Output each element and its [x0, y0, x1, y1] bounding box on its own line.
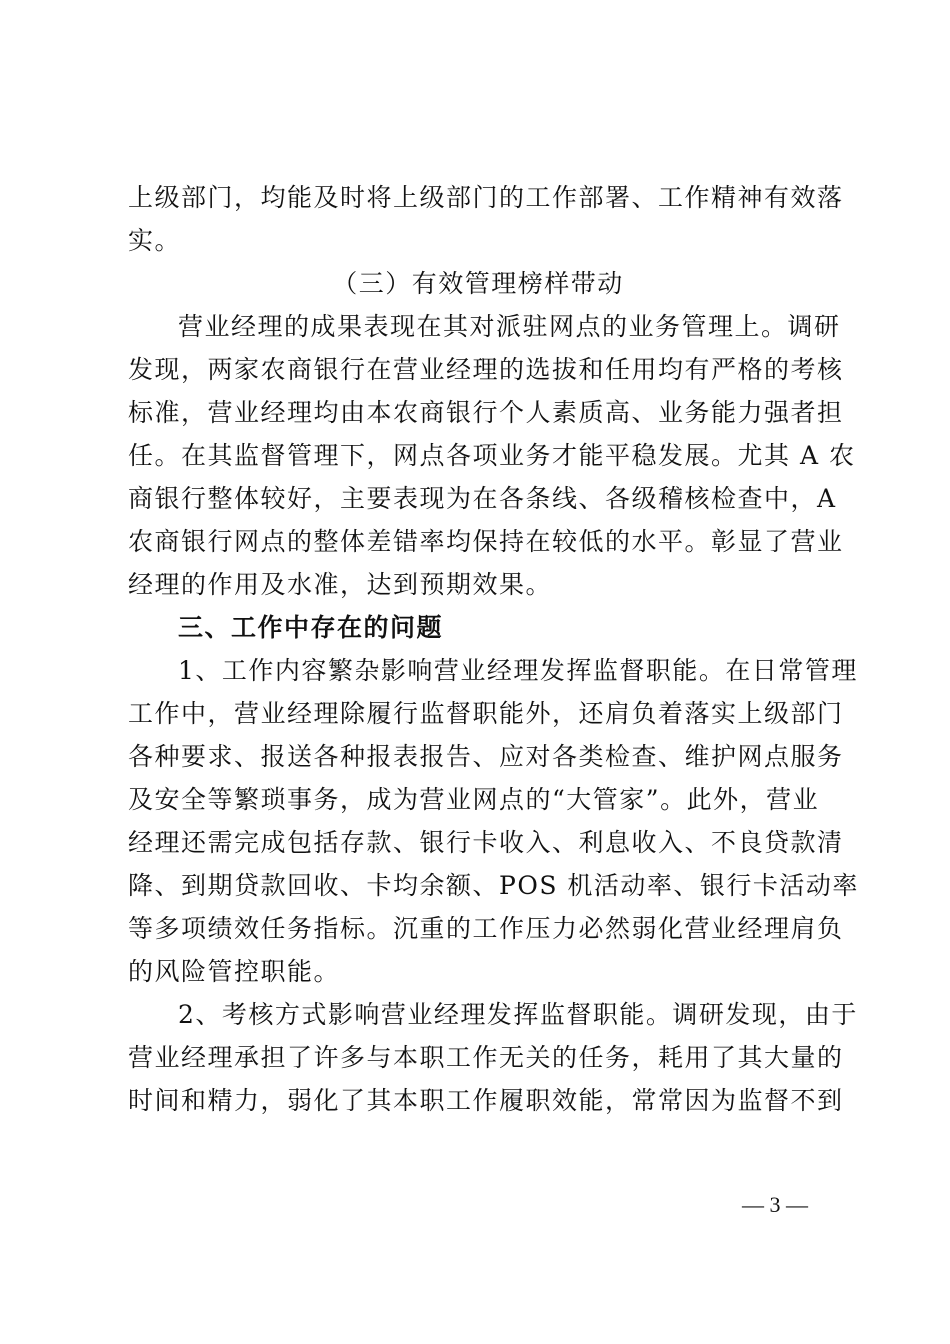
paragraph-line: 各种要求、报送各种报表报告、应对各类检查、维护网点服务: [128, 742, 844, 771]
paragraph-line: 时间和精力，弱化了其本职工作履职效能，常常因为监督不到: [128, 1086, 844, 1115]
paragraph-line: 经理还需完成包括存款、银行卡收入、利息收入、不良贷款清: [128, 828, 844, 857]
paragraph-line: 营业经理的成果表现在其对派驻网点的业务管理上。调研: [178, 312, 841, 341]
paragraph-line: 及安全等繁琐事务，成为营业网点的“大管家”。此外，营业: [128, 785, 820, 814]
paragraph-line: 2、考核方式影响营业经理发挥监督职能。调研发现，由于: [178, 1000, 858, 1029]
paragraph-line: 营业经理承担了许多与本职工作无关的任务，耗用了其大量的: [128, 1043, 844, 1072]
section-heading: 三、工作中存在的问题: [178, 613, 444, 642]
paragraph-line: 降、到期贷款回收、卡均余额、POS 机活动率、银行卡活动率: [128, 871, 859, 900]
section-subheading: （三）有效管理榜样带动: [332, 269, 624, 298]
page-number: — 3 —: [742, 1192, 808, 1217]
paragraph-line: 农商银行网点的整体差错率均保持在较低的水平。彰显了营业: [128, 527, 844, 556]
paragraph-line: 上级部门，均能及时将上级部门的工作部署、工作精神有效落: [128, 183, 844, 212]
paragraph-line: 任。在其监督管理下，网点各项业务才能平稳发展。尤其 A 农: [128, 441, 856, 470]
paragraph-line: 实。: [128, 226, 182, 255]
paragraph-line: 经理的作用及水准，达到预期效果。: [128, 570, 553, 599]
paragraph-line: 标准，营业经理均由本农商银行个人素质高、业务能力强者担: [128, 398, 844, 427]
paragraph-line: 1、工作内容繁杂影响营业经理发挥监督职能。在日常管理: [178, 656, 858, 685]
paragraph-line: 等多项绩效任务指标。沉重的工作压力必然弱化营业经理肩负: [128, 914, 844, 943]
paragraph-line: 工作中，营业经理除履行监督职能外，还肩负着落实上级部门: [128, 699, 844, 728]
paragraph-line: 商银行整体较好，主要表现为在各条线、各级稽核检查中，A: [128, 484, 837, 513]
paragraph-line: 发现，两家农商银行在营业经理的选拔和任用均有严格的考核: [128, 355, 844, 384]
paragraph-line: 的风险管控职能。: [128, 957, 341, 986]
body-text: [128, 176, 859, 1122]
